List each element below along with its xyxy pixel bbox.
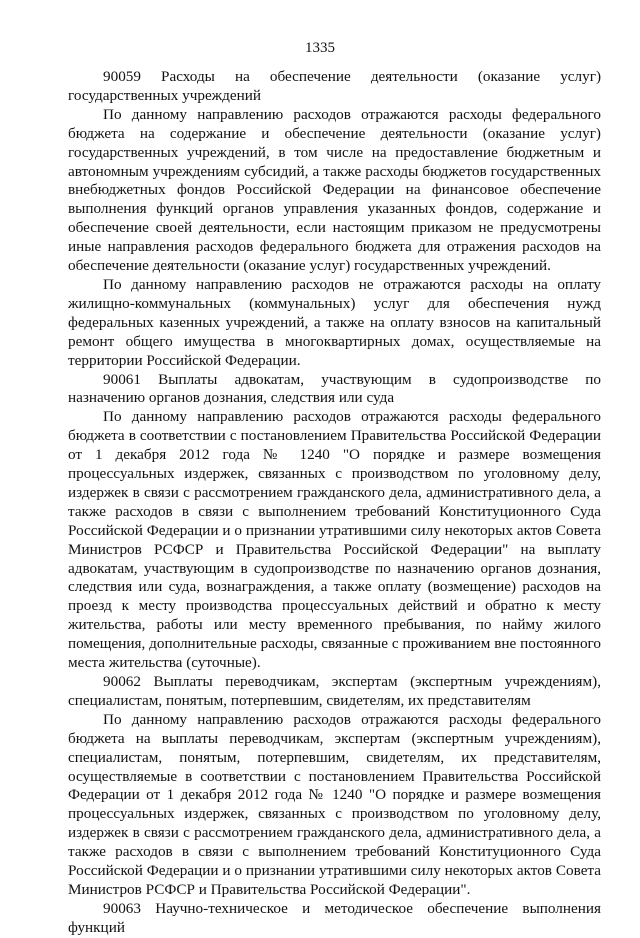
page-number: 1335 bbox=[305, 40, 335, 56]
paragraph: По данному направлению расходов отражаются расходы федерального бюджета на выплаты переводчикам, экспертам (экспертным учреждениям), специалистам, понятым, потерпевшим, свидетелям, их представителям, осуществляемые в соответствии с постановлением Правительства Российской Федерации от 1 декабря 2012 года № 1240 "О порядке и размере возмещения процессуальных издержек, связанных с производством по уголовному делу, издержек в связи с рассмотрением гражданского дела, административного дела, а также расходов в связи с выполнением требований Конституционного Суда Российской Федерации и о признании утратившими силу некоторых актов Совета Министров РСФСР и Правительства Российской Федерации". bbox=[68, 710, 601, 898]
document-body bbox=[68, 68, 601, 938]
section-heading-90059: 90059 Расходы на обеспечение деятельности (оказание услуг) государственных учреждений bbox=[68, 68, 601, 104]
section-heading-90061: 90061 Выплаты адвокатам, участвующим в судопроизводстве по назначению органов дознания, следствия или суда bbox=[68, 370, 601, 407]
section-heading-90062: 90062 Выплаты переводчикам, экспертам (экспертным учреждениям), специалистам, понятым, потерпевшим, свидетелям, их представителям bbox=[68, 673, 601, 709]
paragraph: По данному направлению расходов отражаются расходы федерального бюджета в соответствии с постановлением Правительства Российской Федерации от 1 декабря 2012 года № 1240 "О порядке и размере возмещения процессуальных издержек, связанных с производством по уголовному делу, издержек в связи с рассмотрением гражданского дела, административного дела, а также расходов в связи с выполнением требований Конституционного Суда Российской Федерации и о признании утратившими силу некоторых актов Совета Министров РСФСР и Правительства Российской Федерации" на выплату адвокатам, участвующим в судопроизводстве по назначению органов дознания, следствия или суда, вознаграждения, а также оплату (возмещение) расходов на проезд к месту производства процессуальных действий и обратно к месту жительства, работы или месту временного пребывания, по найму жилого помещения, дополнительные расходы, связанные с проживанием вне постоянного места жительства (суточные). bbox=[68, 408, 601, 672]
paragraph: По данному направлению расходов не отражаются расходы на оплату жилищно-коммунальных (коммунальных) услуг для обеспечения нужд федеральных казенных учреждений, а также на оплату взносов на капитальный ремонт общего имущества в многоквартирных домах, осуществляемые на территории Российской Федерации. bbox=[68, 275, 601, 369]
section-heading-90063: 90063 Научно-техническое и методическое обеспечение выполнения функций bbox=[68, 899, 601, 936]
paragraph: По данному направлению расходов отражаются расходы федерального бюджета на содержание и обеспечение деятельности (оказание услуг) государственных учреждений, в том числе на предоставление бюджетным и автономным учреждениям субсидий, а также расходы бюджетов государственных внебюджетных фондов Российской Федерации на финансовое обеспечение выполнения функций органов управления указанных фондов, содержание и обеспечение своей деятельности, если настоящим приказом не предусмотрены иные направления расходов федерального бюджета для отражения расходов на обеспечение деятельности (оказание услуг) государственных учреждений. bbox=[68, 105, 601, 275]
